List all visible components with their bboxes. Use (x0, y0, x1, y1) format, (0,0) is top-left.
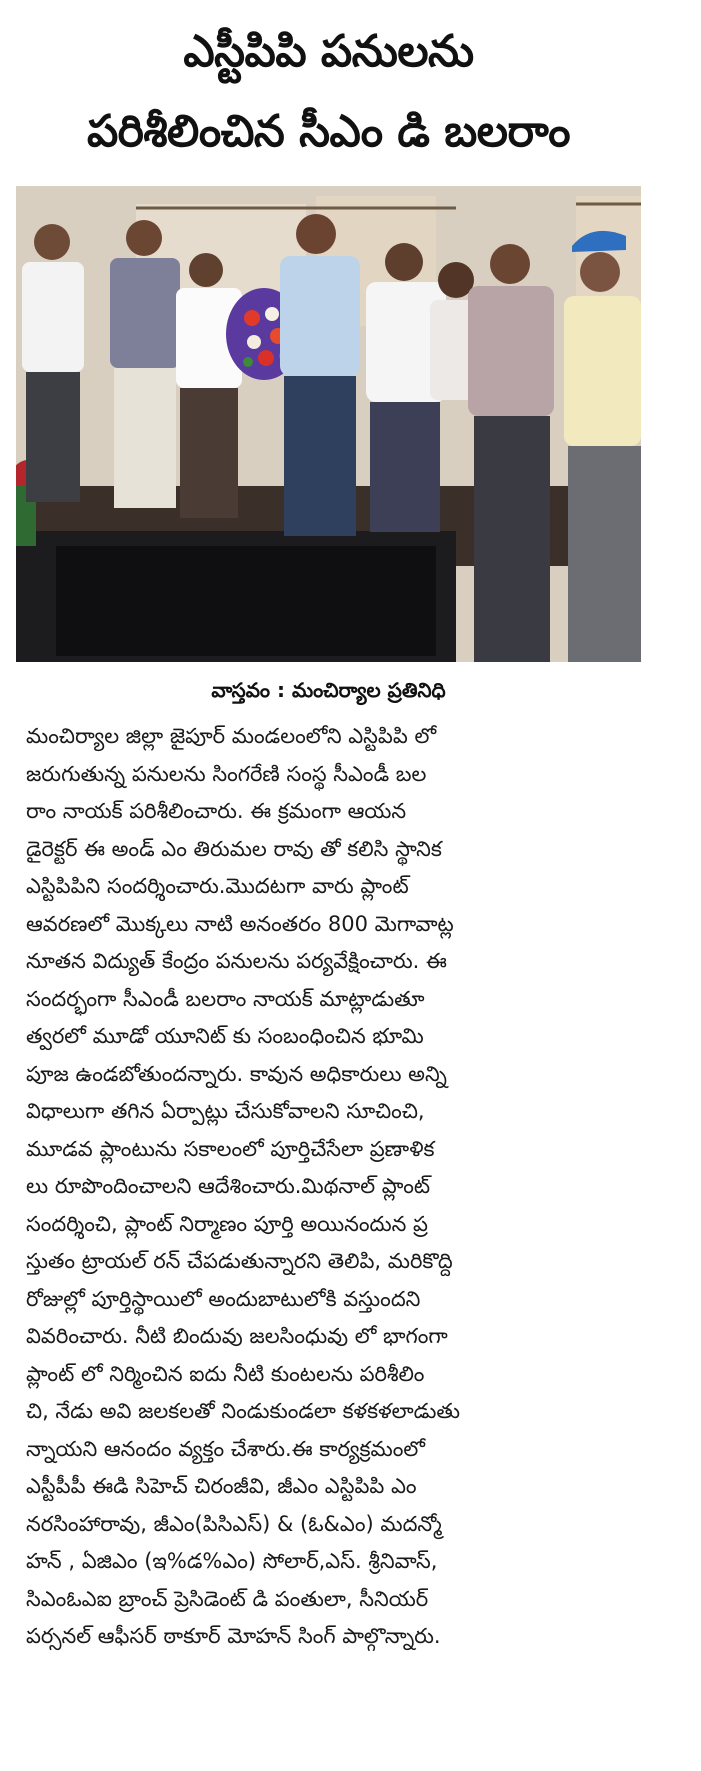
group-photo-illustration (16, 186, 641, 662)
article-line: పూజ ఉండబోతుందన్నారు. కావున అధికారులు అన్ని (26, 1061, 447, 1086)
article-line: నూతన విద్యుత్ కేంద్రం పనులను పర్యవేక్షించారు. ఈ (26, 949, 447, 973)
article-line: నరసింహారావు, జీఎం(పిసిఎస్) & (ఓ&ఎం) మదన్మో (26, 1511, 442, 1536)
article-body (26, 718, 636, 1656)
article-line: ఆవరణలో మొక్కలు నాటి అనంతరం 800 మెగావాట్ల (26, 911, 454, 936)
article-line: జరుగుతున్న పనులను సింగరేణి సంస్థ సీఎండీ బల (26, 761, 427, 786)
news-photo (16, 186, 641, 662)
article-line: చి, నేడు అవి జలకలతో నిండుకుండలా కళకళలాడుతు (26, 1399, 461, 1423)
article-line: త్వరలో మూడో యూనిట్ కు సంబంధించిన భూమి (26, 1024, 424, 1048)
article-line: మంచిర్యాల జిల్లా జైపూర్ మండలంలోని ఎస్టిపిపి లో (26, 724, 437, 748)
article-line: సందర్శించి, ప్లాంట్ నిర్మాణం పూర్తి అయినందున ప్ర (26, 1211, 428, 1236)
article-line: వివరించారు. నీటి బిందువు జలసింధువు లో భాగంగా (26, 1324, 448, 1348)
article-line: ఎస్టిపిపిని సందర్శించారు.మొదటగా వారు ప్లాంట్ (26, 874, 409, 898)
article-line: విధాలుగా తగిన ఏర్పాట్లు చేసుకోవాలని సూచించి, (26, 1099, 425, 1123)
dateline: వాస్తవం : మంచిర్యాల ప్రతినిధి (211, 678, 446, 702)
article-line: రాం నాయక్ పరిశీలించారు. ఈ క్రమంగా ఆయన (26, 799, 407, 823)
article-line: రోజుల్లో పూర్తిస్థాయిలో అందుబాటులోకి వస్తుందని (26, 1286, 421, 1311)
person-4 (280, 214, 360, 536)
person-1 (22, 224, 84, 502)
person-7 (468, 244, 554, 662)
headline-line-2: పరిశీలించిన సీఎం డి బలరాం (86, 106, 571, 157)
article-line: డైరెక్టర్ ఈ అండ్ ఎం తిరుమల రావు తో కలిసి స్థానిక (26, 836, 442, 861)
article-line: న్నాయని ఆనందం వ్యక్తం చేశారు.ఈ కార్యక్రమంలో (26, 1436, 425, 1461)
article-line: స్తుతం ట్రాయల్ రన్ చేపడుతున్నారని తెలిపి, మరికొద్ది (26, 1249, 453, 1273)
article-line: ప్లాంట్ లో నిర్మించిన ఐదు నీటి కుంటలను పరిశీలిం (26, 1361, 425, 1386)
article-line: సందర్భంగా సీఎండీ బలరాం నాయక్ మాట్లాడుతూ (26, 986, 425, 1011)
person-2 (110, 220, 180, 508)
news-clipping (16, 0, 641, 1771)
headline (16, 12, 641, 172)
article-line: మూడవ ప్లాంటును సకాలంలో పూర్తిచేసేలా ప్రణాళిక (26, 1136, 435, 1161)
article-line: సిఎంఓఎఐ బ్రాంచ్ ప్రెసిడెంట్ డి పంతులా, సీనియర్ (26, 1586, 429, 1611)
article-line: హన్ , ఏజిఎం (ఇ%డ%ఎం) సోలార్,ఎస్. శ్రీనివాస్, (26, 1549, 438, 1573)
person-3 (176, 253, 242, 518)
article-line: ఎస్టీపీపీ ఈడి సిహెచ్ చిరంజీవి, జీఎం ఎస్టిపిపి ఎం (26, 1474, 417, 1498)
article-line: పర్సనల్ ఆఫీసర్ ఠాకూర్ మోహన్ సింగ్ పాల్గొన్నారు. (26, 1624, 441, 1648)
article-line: లు రూపొందించాలని ఆదేశించారు.మిథనాల్ ప్లాంట్ (26, 1174, 431, 1198)
headline-line-1: ఎస్టీపిపి పనులను (183, 26, 474, 77)
